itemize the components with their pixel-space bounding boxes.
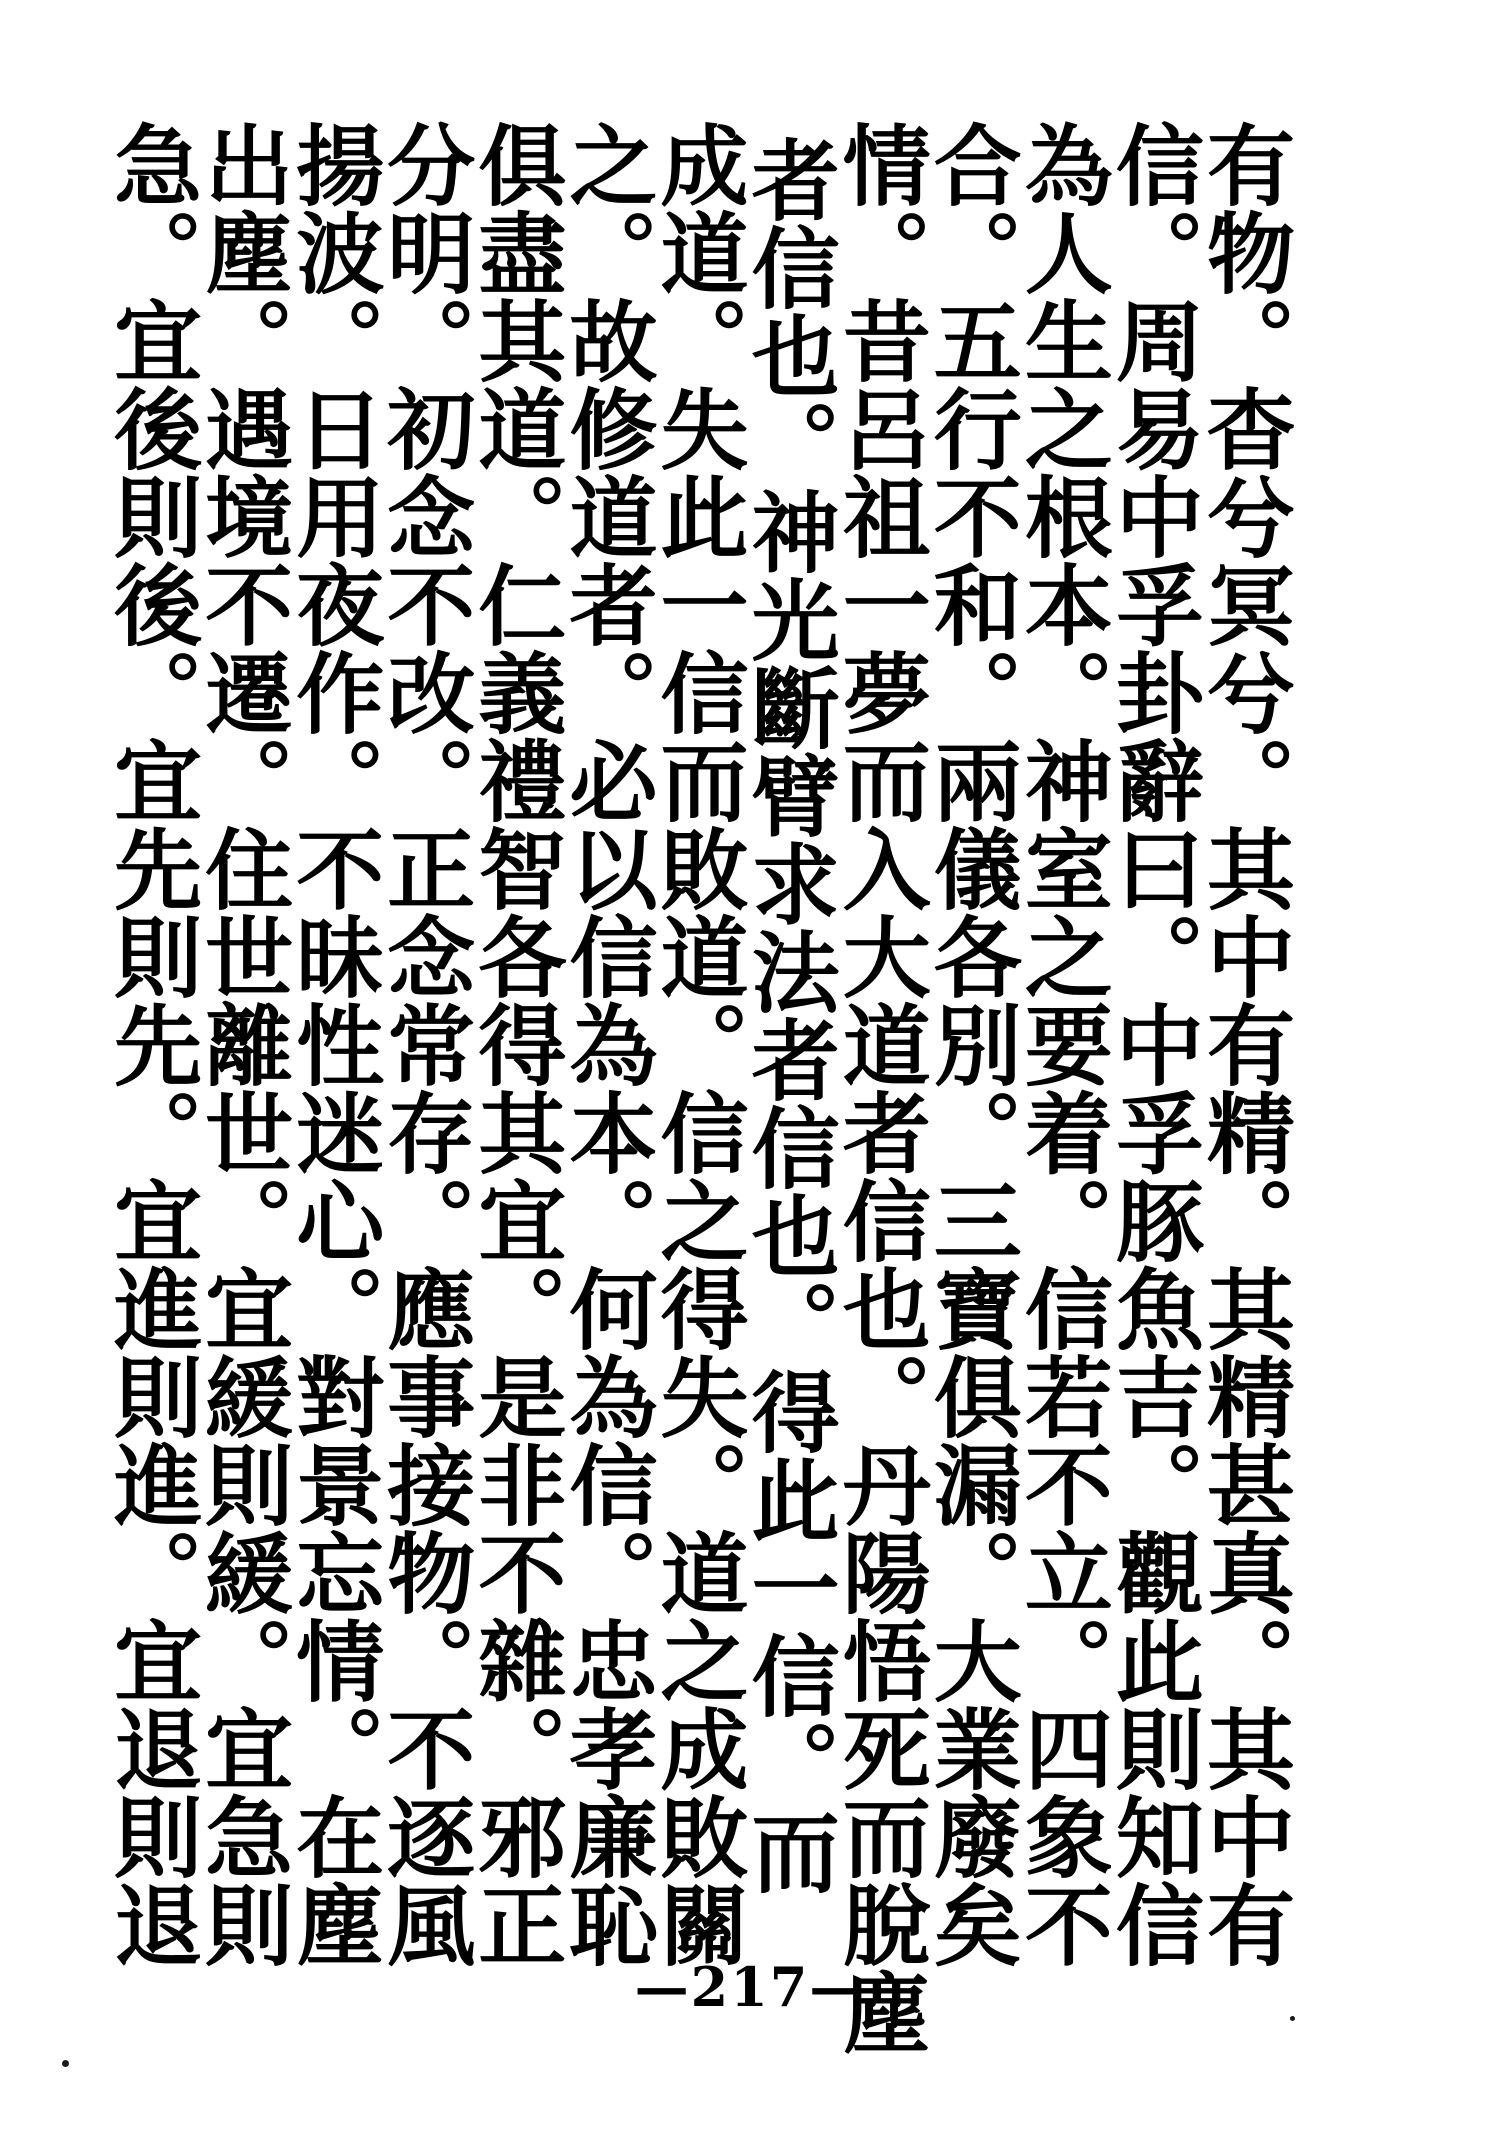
text-column	[373, 120, 478, 1968]
text-column-content: 急。宜後則後。宜先則先。宜進則進。宜退則退	[100, 120, 205, 1968]
text-column	[1010, 120, 1115, 1968]
paper-speck	[62, 2060, 69, 2067]
text-column-content: 俱盡其道。仁義禮智各得其宜。是非不雜。邪正	[464, 120, 569, 1968]
text-column	[1193, 120, 1297, 1968]
text-column	[191, 120, 296, 1968]
text-column	[919, 120, 1024, 1968]
text-column-content: 成道。失此一信而敗道。信之得失。道之成敗關	[646, 120, 751, 1968]
text-column	[828, 120, 933, 2056]
page-number: —217—	[634, 1955, 866, 2019]
text-column-content: 分明。初念不改。正念常存。應事接物。不逐風	[373, 120, 478, 1968]
text-column-content: 信。周易中孚卦辭曰。中孚豚魚吉。觀此則知信	[1101, 120, 1206, 1968]
text-column-content: 者信也。神光斷臂求法者信也。得此一信。而	[737, 135, 842, 1895]
text-column	[555, 120, 660, 1968]
text-column	[646, 120, 751, 1968]
text-column-content: 為人生之根本。神室之要着。信若不立。四象不	[1010, 120, 1115, 1968]
text-column	[282, 120, 387, 1968]
text-column	[1101, 120, 1206, 1968]
paper-speck	[1290, 2016, 1295, 2021]
text-column-content: 之。故修道者。必以信為本。何為信。忠孝廉恥	[555, 120, 660, 1968]
text-column	[100, 120, 205, 1968]
text-column-content: 出塵。遇境不遷。住世離世。宜緩則緩。宜急則	[191, 120, 296, 1968]
text-column-content: 合。五行不和。兩儀各別。三寶俱漏。大業廢矣	[919, 120, 1024, 1968]
text-column	[737, 120, 842, 1910]
text-column-content: 揚波。日用夜作。不昧性迷心。對景忘情。在塵	[282, 120, 387, 1968]
text-column-content: 情。昔呂祖一夢而入大道者信也。丹陽悟死而脫塵	[828, 120, 933, 2056]
text-column-content: 有物。杳兮冥兮。其中有精。其精甚真。其中有	[1193, 120, 1297, 1968]
text-column	[464, 120, 569, 1968]
